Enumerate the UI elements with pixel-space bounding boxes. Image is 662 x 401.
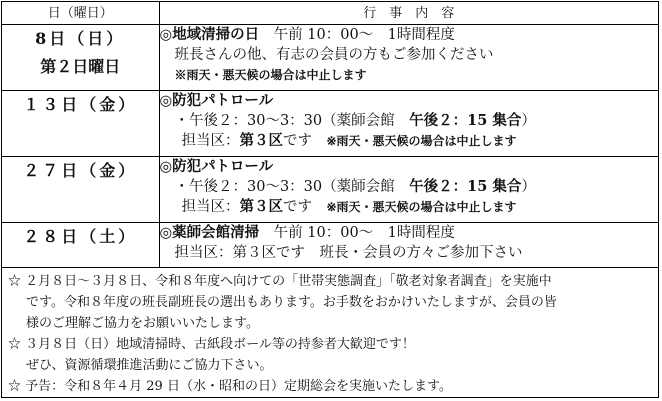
date-sublabel: 第２日曜日 xyxy=(40,57,121,76)
date-label: ２８日（土） xyxy=(23,227,138,246)
note-line: ３月８日（日）地域清掃時、古紙段ボール等の持参者大歓迎です！ xyxy=(25,337,415,352)
notice-sheet xyxy=(1,1,659,398)
event-title-line: ◎地域清掃の日 午前 10：00～ 1時間程度 xyxy=(159,26,455,43)
date-label: ２７日（金） xyxy=(23,161,138,180)
event-cell xyxy=(159,25,658,91)
date-cell xyxy=(2,157,159,223)
event-cell xyxy=(159,91,658,157)
table-row xyxy=(2,25,658,91)
note-item xyxy=(8,334,652,376)
note-line: ぜひ、資源循環推進活動にご協力下さい。 xyxy=(26,358,273,373)
note-line: です。令和８年度の班長副班長の選出もあります。お手数をおかけいたしますが、会員の皆 xyxy=(26,295,557,310)
table-row xyxy=(2,157,658,223)
event-detail-line: 班長さんの他、有志の会員の方もご参加ください xyxy=(174,47,494,63)
schedule-table xyxy=(2,2,658,268)
table-header-row xyxy=(2,2,658,25)
event-time-line: ・午後２：30～3：30（薬師会館 午後２：15 集合） xyxy=(174,178,536,195)
event-area-line: 担当区：第３区です ※雨天・悪天候の場合は中止します xyxy=(181,132,517,149)
header-content: 行 事 内 容 xyxy=(159,2,658,25)
table-row xyxy=(2,223,658,268)
date-label: １３日（金） xyxy=(23,95,138,114)
table-row xyxy=(2,91,658,157)
header-date: 日（曜日） xyxy=(2,2,159,25)
star-icon: ☆ xyxy=(8,337,22,352)
note-line: ２月８日～３月８日、令和８年度へ向けての「世帯実態調査」「敬老対象者調査」を実施中 xyxy=(25,274,552,289)
event-time-line: ・午後２：30～3：30（薬師会館 午後２：15 集合） xyxy=(174,112,536,129)
note-line: 様のご理解ご協力をお願いいたします。 xyxy=(26,316,259,331)
note-item xyxy=(8,271,652,334)
notes-section xyxy=(2,268,658,397)
event-title-line: ◎防犯パトロール xyxy=(159,158,274,175)
date-cell xyxy=(2,91,159,157)
event-cell xyxy=(159,157,658,223)
event-cell xyxy=(159,223,658,268)
star-icon: ☆ xyxy=(8,379,22,394)
date-cell xyxy=(2,223,159,268)
date-cell xyxy=(2,25,159,91)
event-title-line: ◎薬師会館清掃 午前 10：00～ 1時間程度 xyxy=(159,224,455,241)
note-item xyxy=(8,376,652,397)
event-note: ※雨天・悪天候の場合は中止します xyxy=(174,68,367,82)
event-detail-line: 担当区：第３区です 班長・会員の方々ご参加下さい xyxy=(174,245,523,261)
event-title-line: ◎防犯パトロール xyxy=(159,92,274,109)
date-label: 8日（日） xyxy=(35,29,126,48)
event-area-line: 担当区：第３区です ※雨天・悪天候の場合は中止します xyxy=(181,198,517,215)
star-icon: ☆ xyxy=(8,274,22,289)
note-line: 予告：令和８年４月 29 日（水・昭和の日）定期総会を実施いたします。 xyxy=(25,379,452,394)
